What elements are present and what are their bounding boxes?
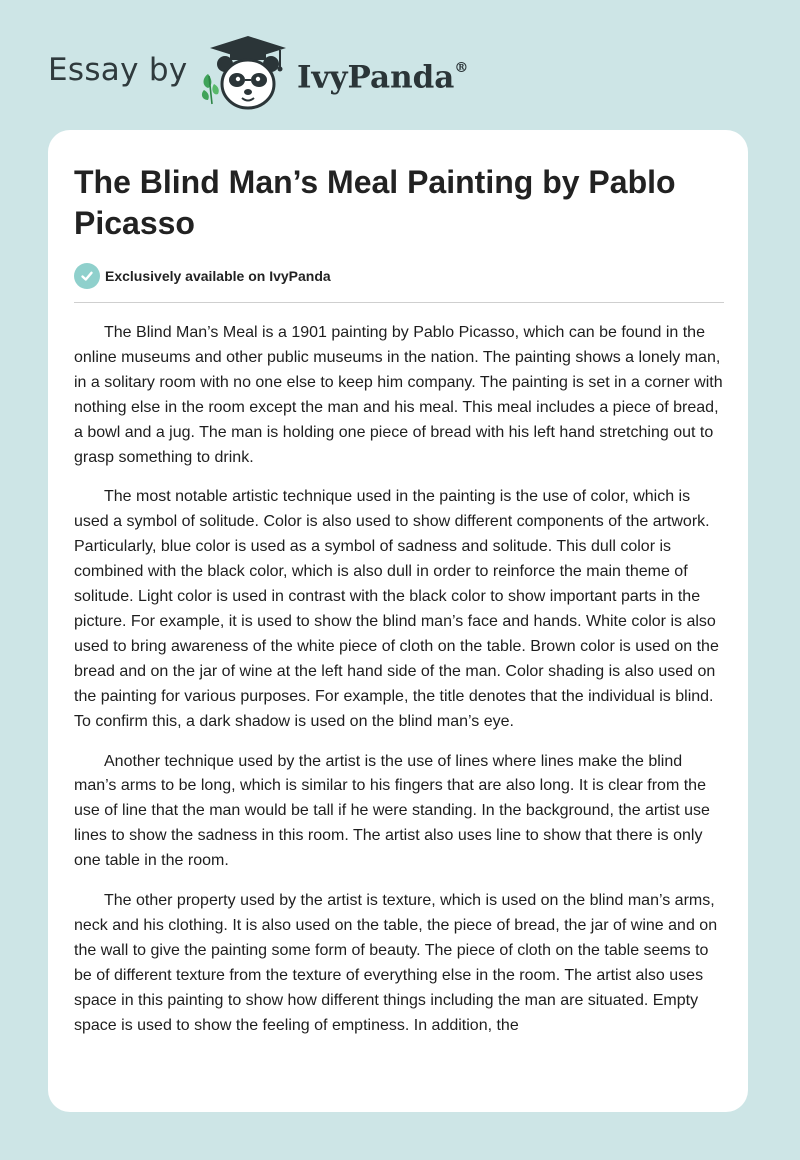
exclusive-badge — [74, 263, 331, 289]
essay-paragraph: The Blind Man’s Meal is a 1901 painting by Pablo Picasso, which can be found in the online museums and other public museums in the nation. The painting shows a lonely man, in a solitary room with no one else to keep him company. The painting is set in a corner with nothing else in the room except the man and his meal. This meal includes a piece of bread, a bowl and a jug. The man is holding one piece of bread with his left hand stretching out to grasp something to drink. — [74, 324, 723, 466]
essay-paragraph: The other property used by the artist is texture, which is used on the blind man’s arms, neck and his clothing. It is also used on the table, the piece of bread, the jar of wine and on the wall to give the painting some form of beauty. The piece of cloth on the table seems to be of different texture from the texture of everything else in the room. The artist also uses space in this painting to show how different things including the man are situated. Empty space is used to show the feeling of emptiness. In addition, the — [74, 892, 718, 1034]
brand-logo-text[interactable] — [297, 52, 468, 97]
site-header — [0, 0, 800, 120]
exclusive-badge-label: Exclusively available on IvyPanda — [105, 268, 331, 284]
essay-by-label: Essay by — [48, 52, 188, 88]
essay-paragraph: The most notable artistic technique used in the painting is the use of color, which is used a symbol of solitude. Color is also used to show different components of the artwork. Particularly, blue color is used as a symbol of sadness and solitude. This dull color is combined with the black color, which is also dull in order to reinforce the main theme of solitude. Light color is used in contrast with the black color to show important parts in the picture. For example, it is used to show the blind man’s face and hands. White color is also used to bring awareness of the white piece of cloth on the table. Brown color is used on the bread and on the jar of wine at the left hand side of the man. Color shading is also used on the painting for various purposes. For example, the title denotes that the individual is blind. To confirm this, a dark shadow is used on the blind man’s eye. — [74, 488, 719, 730]
registered-mark: ® — [454, 60, 469, 76]
essay-title: The Blind Man’s Meal Painting by Pablo Picasso — [74, 164, 676, 241]
panda-graduate-icon[interactable] — [200, 34, 292, 110]
essay-card — [48, 130, 748, 1112]
essay-body — [74, 321, 724, 1053]
check-circle-icon — [74, 263, 100, 289]
title-divider — [74, 302, 724, 303]
essay-paragraph: Another technique used by the artist is the use of lines where lines make the blind man’s arms to be long, which is similar to his fingers that are also long. It is clear from the use of line that the man would be tall if he were standing. In the background, the artist use lines to show the sadness in this room. The artist also uses line to show that there is only one table in the room. — [74, 752, 710, 870]
brand-name: IvyPanda — [297, 59, 455, 96]
